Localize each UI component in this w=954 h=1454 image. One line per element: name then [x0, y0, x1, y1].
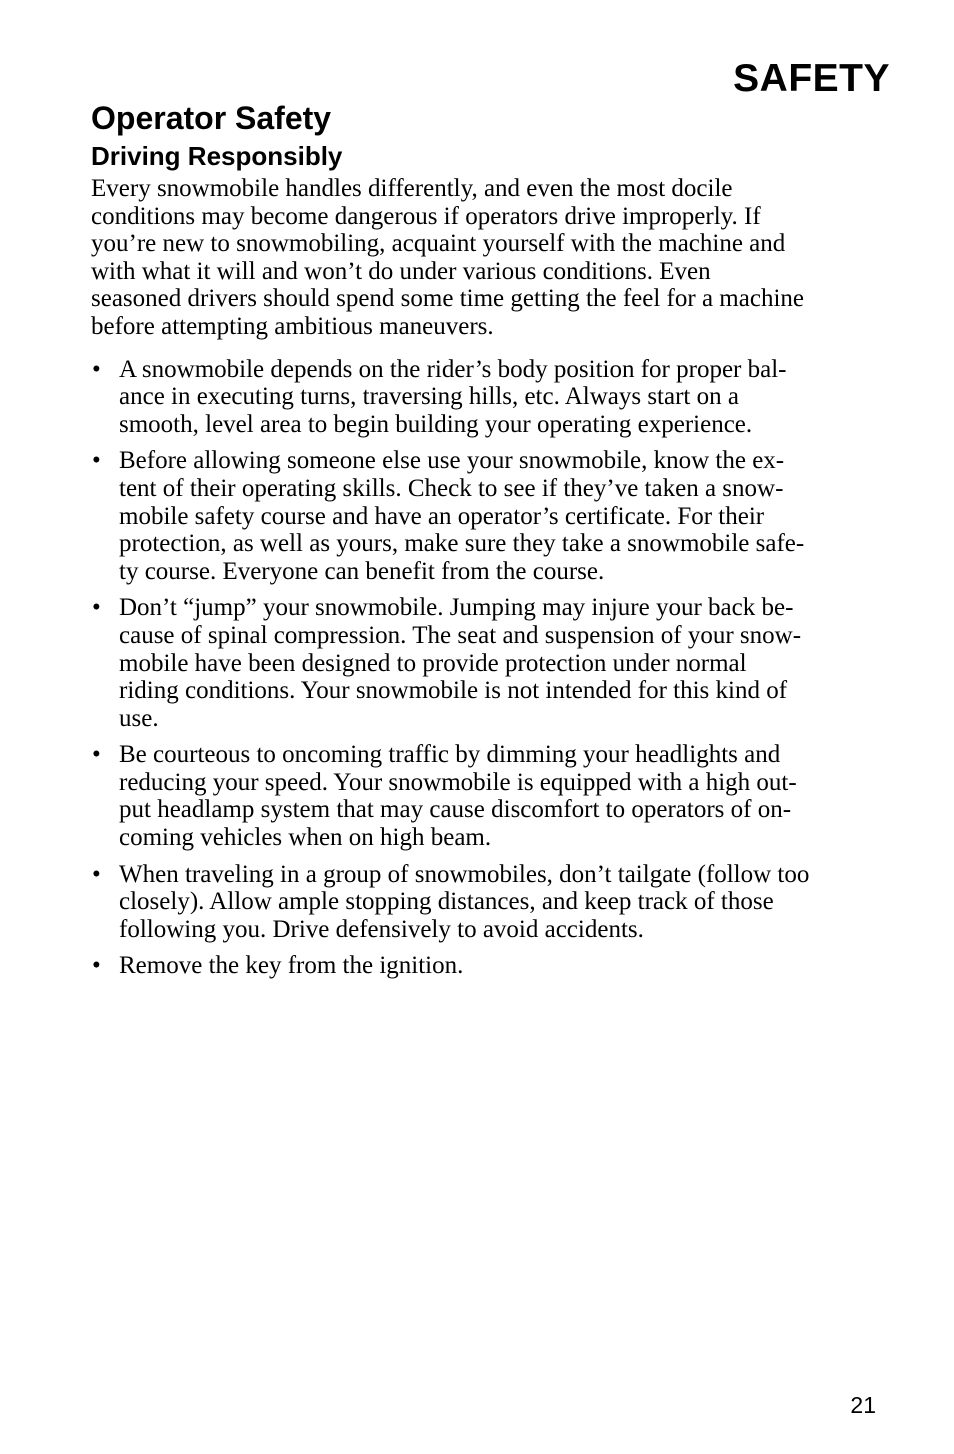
bullet-item: [91, 741, 891, 851]
bullet-line: Be courteous to oncoming traffic by dimming your headlights and: [119, 741, 781, 769]
bullet-line: closely). Allow ample stopping distances, and keep track of those: [119, 888, 774, 916]
intro-line: Every snowmobile handles differently, and even the most docile: [91, 175, 733, 202]
bullet-text: [119, 356, 891, 439]
bullet-item: [91, 447, 891, 585]
bullet-icon: •: [92, 952, 101, 980]
subheading-driving-responsibly: Driving Responsibly: [91, 141, 343, 171]
bullet-line: When traveling in a group of snowmobiles, don’t tailgate (follow too: [119, 860, 810, 888]
heading-operator-safety: Operator Safety: [91, 100, 332, 136]
safety-bullet-list: [91, 356, 891, 980]
bullet-icon: •: [92, 355, 101, 383]
bullet-text: [119, 447, 891, 585]
bullet-icon: •: [92, 594, 101, 622]
bullet-line: Don’t “jump” your snowmobile. Jumping may injure your back be-: [119, 594, 794, 622]
bullet-line: tent of their operating skills. Check to see if they’ve taken a snow-: [119, 474, 784, 502]
bullet-line: Before allowing someone else use your snowmobile, know the ex-: [119, 447, 785, 475]
bullet-line: use.: [119, 704, 159, 732]
bullet-icon: •: [92, 741, 101, 769]
bullet-text: [119, 952, 891, 980]
section-title: SAFETY: [733, 57, 890, 100]
bullet-line: put headlamp system that may cause discomfort to operators of on-: [119, 796, 792, 824]
intro-line: you’re new to snowmobiling, acquaint yourself with the machine and: [91, 230, 786, 258]
bullet-line: ance in executing turns, traversing hills, etc. Always start on a: [119, 383, 739, 411]
intro-paragraph: [91, 175, 891, 341]
bullet-text: [119, 861, 891, 944]
intro-line: conditions may become dangerous if operators drive improperly. If: [91, 202, 761, 230]
bullet-text: [119, 741, 891, 851]
bullet-item: [91, 356, 891, 439]
bullet-line: mobile safety course and have an operator’s certificate. For their: [119, 502, 765, 530]
bullet-line: coming vehicles when on high beam.: [119, 824, 492, 852]
bullet-icon: •: [92, 860, 101, 888]
page-content: [91, 96, 891, 989]
bullet-line: mobile have been designed to provide protection under normal: [119, 649, 747, 677]
intro-line: seasoned drivers should spend some time getting the feel for a machine: [91, 285, 804, 313]
bullet-icon: •: [92, 447, 101, 475]
bullet-line: A snowmobile depends on the rider’s body position for proper bal-: [119, 355, 787, 383]
page-number: 21: [850, 1392, 876, 1418]
bullet-item: [91, 594, 891, 732]
bullet-line: reducing your speed. Your snowmobile is equipped with a high out-: [119, 768, 797, 796]
bullet-line: cause of spinal compression. The seat and suspension of your snow-: [119, 621, 802, 649]
bullet-text: [119, 594, 891, 732]
bullet-line: following you. Drive defensively to avoid accidents.: [119, 915, 644, 943]
bullet-line: riding conditions. Your snowmobile is not intended for this kind of: [119, 677, 788, 705]
bullet-line: Remove the key from the ignition.: [119, 952, 464, 980]
bullet-line: protection, as well as yours, make sure they take a snowmobile safe-: [119, 530, 805, 558]
bullet-item: [91, 861, 891, 944]
intro-line: with what it will and won’t do under various conditions. Even: [91, 257, 711, 285]
bullet-item: [91, 952, 891, 980]
intro-line: before attempting ambitious maneuvers.: [91, 312, 494, 340]
bullet-line: smooth, level area to begin building your operating experience.: [119, 410, 753, 438]
bullet-line: ty course. Everyone can benefit from the course.: [119, 557, 605, 585]
